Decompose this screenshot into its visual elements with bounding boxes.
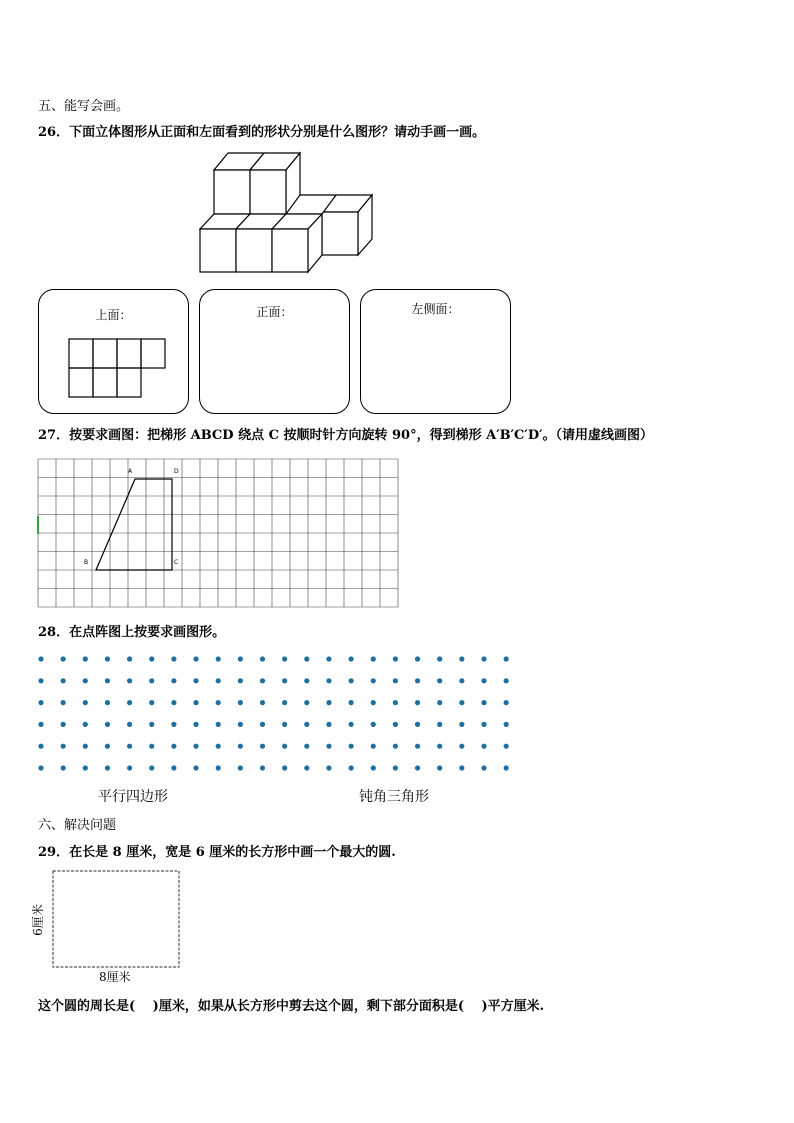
lattice-dot[interactable]: [38, 744, 43, 749]
lattice-dot[interactable]: [371, 765, 376, 770]
lattice-dot[interactable]: [83, 744, 88, 749]
lattice-dot[interactable]: [326, 700, 331, 705]
lattice-dot[interactable]: [127, 700, 132, 705]
lattice-dot[interactable]: [504, 656, 509, 661]
lattice-dot[interactable]: [349, 700, 354, 705]
lattice-dot[interactable]: [349, 656, 354, 661]
lattice-dot[interactable]: [349, 744, 354, 749]
lattice-dot[interactable]: [481, 744, 486, 749]
question-26-text: 26．下面立体图形从正面和左面看到的形状分别是什么图形？请动手画一画。: [38, 125, 486, 140]
lattice-dot[interactable]: [326, 722, 331, 727]
rectangle-width-label: 8厘米: [99, 970, 131, 984]
lattice-dot[interactable]: [61, 765, 66, 770]
lattice-dot[interactable]: [326, 765, 331, 770]
lattice-dot[interactable]: [216, 722, 221, 727]
front-view-box[interactable]: [199, 289, 350, 414]
lattice-dot[interactable]: [504, 678, 509, 683]
top-view-grid: [68, 338, 168, 400]
lattice-dot[interactable]: [105, 656, 110, 661]
lattice-dot[interactable]: [61, 722, 66, 727]
lattice-dot[interactable]: [349, 765, 354, 770]
lattice-dot[interactable]: [127, 722, 132, 727]
lattice-dot[interactable]: [304, 700, 309, 705]
lattice-dot[interactable]: [216, 744, 221, 749]
rectangle-height-label: 6厘米: [30, 904, 45, 936]
lattice-dot[interactable]: [171, 744, 176, 749]
lattice-dot[interactable]: [437, 744, 442, 749]
lattice-dot[interactable]: [238, 656, 243, 661]
lattice-dot[interactable]: [83, 656, 88, 661]
lattice-dot[interactable]: [371, 744, 376, 749]
lattice-dot[interactable]: [61, 656, 66, 661]
lattice-dot[interactable]: [171, 678, 176, 683]
lattice-dot[interactable]: [415, 722, 420, 727]
point-c-label: C: [174, 559, 179, 566]
question-29-text: 29．在长是 8 厘米，宽是 6 厘米的长方形中画一个最大的圆.: [38, 845, 396, 860]
lattice-dot[interactable]: [481, 765, 486, 770]
lattice-dot[interactable]: [504, 722, 509, 727]
lattice-dot[interactable]: [105, 744, 110, 749]
top-view-label: 上面：: [95, 308, 132, 322]
lattice-dot[interactable]: [415, 744, 420, 749]
lattice-dot[interactable]: [216, 678, 221, 683]
lattice-dot[interactable]: [127, 765, 132, 770]
lattice-dot[interactable]: [83, 765, 88, 770]
lattice-dot[interactable]: [38, 678, 43, 683]
section-heading-6: 六、解决问题: [38, 818, 117, 833]
lattice-dot[interactable]: [171, 656, 176, 661]
lattice-dot[interactable]: [282, 744, 287, 749]
lattice-dot[interactable]: [238, 678, 243, 683]
lattice-dot[interactable]: [304, 678, 309, 683]
lattice-dot[interactable]: [105, 765, 110, 770]
lattice-dot[interactable]: [304, 656, 309, 661]
lattice-dot[interactable]: [193, 744, 198, 749]
lattice-dot[interactable]: [459, 722, 464, 727]
lattice-dot[interactable]: [481, 722, 486, 727]
lattice-dot[interactable]: [459, 765, 464, 770]
lattice-dot[interactable]: [171, 765, 176, 770]
lattice-dot[interactable]: [349, 722, 354, 727]
lattice-dot[interactable]: [437, 656, 442, 661]
lattice-dot[interactable]: [38, 656, 43, 661]
left-view-box[interactable]: [360, 289, 511, 414]
lattice-dot[interactable]: [193, 678, 198, 683]
lattice-dot[interactable]: [371, 678, 376, 683]
parallelogram-label: 平行四边形: [98, 789, 168, 805]
dot-grid[interactable]: [38, 655, 518, 773]
lattice-dot[interactable]: [83, 722, 88, 727]
lattice-dot[interactable]: [437, 765, 442, 770]
lattice-dot[interactable]: [38, 765, 43, 770]
point-d-label: D: [174, 468, 179, 475]
lattice-dot[interactable]: [282, 656, 287, 661]
lattice-dot[interactable]: [459, 656, 464, 661]
lattice-dot[interactable]: [149, 722, 154, 727]
front-view-label: 正面：: [256, 305, 293, 319]
lattice-dot[interactable]: [149, 765, 154, 770]
trapezoid-abcd: [96, 479, 172, 570]
lattice-dot[interactable]: [38, 722, 43, 727]
lattice-dot[interactable]: [326, 678, 331, 683]
lattice-dot[interactable]: [149, 656, 154, 661]
lattice-dot[interactable]: [193, 765, 198, 770]
lattice-dot[interactable]: [304, 722, 309, 727]
lattice-dot[interactable]: [171, 700, 176, 705]
lattice-dot[interactable]: [61, 744, 66, 749]
lattice-dot[interactable]: [326, 744, 331, 749]
lattice-dot[interactable]: [105, 700, 110, 705]
question-27-text: 27．按要求画图：把梯形 ABCD 绕点 C 按顺时针方向旋转 90°，得到梯形 A′B′C′D′。（请用虚线画图）: [38, 428, 654, 443]
grid-paper[interactable]: [38, 459, 400, 608]
lattice-dot[interactable]: [481, 678, 486, 683]
lattice-dot[interactable]: [127, 744, 132, 749]
lattice-dot[interactable]: [105, 722, 110, 727]
lattice-dot[interactable]: [282, 678, 287, 683]
lattice-dot[interactable]: [481, 656, 486, 661]
lattice-dot[interactable]: [260, 744, 265, 749]
lattice-dot[interactable]: [127, 656, 132, 661]
lattice-dot[interactable]: [149, 678, 154, 683]
lattice-dot[interactable]: [393, 765, 398, 770]
lattice-dot[interactable]: [238, 765, 243, 770]
lattice-dot[interactable]: [393, 722, 398, 727]
lattice-dot[interactable]: [282, 722, 287, 727]
lattice-dot[interactable]: [437, 700, 442, 705]
lattice-dot[interactable]: [238, 700, 243, 705]
point-b-label: B: [84, 559, 89, 566]
obtuse-triangle-label: 钝角三角形: [359, 789, 429, 805]
lattice-dot[interactable]: [459, 744, 464, 749]
lattice-dot[interactable]: [371, 700, 376, 705]
lattice-dot[interactable]: [504, 744, 509, 749]
lattice-dot[interactable]: [38, 700, 43, 705]
lattice-dot[interactable]: [238, 744, 243, 749]
lattice-dot[interactable]: [371, 722, 376, 727]
lattice-dot[interactable]: [393, 744, 398, 749]
lattice-dot[interactable]: [437, 722, 442, 727]
lattice-dot[interactable]: [393, 656, 398, 661]
lattice-dot[interactable]: [216, 765, 221, 770]
lattice-dot[interactable]: [216, 700, 221, 705]
lattice-dot[interactable]: [304, 765, 309, 770]
lattice-dot[interactable]: [282, 765, 287, 770]
lattice-dot[interactable]: [459, 700, 464, 705]
lattice-dot[interactable]: [393, 678, 398, 683]
lattice-dot[interactable]: [193, 656, 198, 661]
rectangle-figure[interactable]: [52, 870, 182, 970]
lattice-dot[interactable]: [504, 700, 509, 705]
lattice-dot[interactable]: [371, 656, 376, 661]
lattice-dot[interactable]: [304, 744, 309, 749]
lattice-dot[interactable]: [393, 700, 398, 705]
lattice-dot[interactable]: [83, 700, 88, 705]
lattice-dot[interactable]: [149, 744, 154, 749]
question-28-text: 28．在点阵图上按要求画图形。: [38, 625, 226, 640]
section-heading-5: 五、能写会画。: [38, 99, 130, 114]
lattice-dot[interactable]: [193, 722, 198, 727]
left-view-label: 左侧面：: [411, 302, 460, 316]
lattice-dot[interactable]: [415, 678, 420, 683]
lattice-dot[interactable]: [260, 700, 265, 705]
lattice-dot[interactable]: [260, 765, 265, 770]
lattice-dot[interactable]: [260, 722, 265, 727]
lattice-dot[interactable]: [260, 678, 265, 683]
question-29-answer: 这个圆的周长是( )厘米，如果从长方形中剪去这个圆，剩下部分面积是( )平方厘米.: [38, 999, 545, 1014]
lattice-dot[interactable]: [193, 700, 198, 705]
cube-stack-figure: [195, 148, 375, 278]
lattice-dot[interactable]: [83, 678, 88, 683]
lattice-dot[interactable]: [105, 678, 110, 683]
lattice-dot[interactable]: [171, 722, 176, 727]
lattice-dot[interactable]: [149, 700, 154, 705]
lattice-dot[interactable]: [415, 656, 420, 661]
lattice-dot[interactable]: [238, 722, 243, 727]
lattice-dot[interactable]: [61, 700, 66, 705]
lattice-dot[interactable]: [349, 678, 354, 683]
lattice-dot[interactable]: [415, 765, 420, 770]
lattice-dot[interactable]: [459, 678, 464, 683]
lattice-dot[interactable]: [216, 656, 221, 661]
lattice-dot[interactable]: [481, 700, 486, 705]
lattice-dot[interactable]: [260, 656, 265, 661]
lattice-dot[interactable]: [437, 678, 442, 683]
lattice-dot[interactable]: [504, 765, 509, 770]
lattice-dot[interactable]: [127, 678, 132, 683]
top-view-box[interactable]: [38, 289, 189, 414]
lattice-dot[interactable]: [282, 700, 287, 705]
point-a-label: A: [128, 468, 133, 475]
lattice-dot[interactable]: [415, 700, 420, 705]
lattice-dot[interactable]: [326, 656, 331, 661]
lattice-dot[interactable]: [61, 678, 66, 683]
